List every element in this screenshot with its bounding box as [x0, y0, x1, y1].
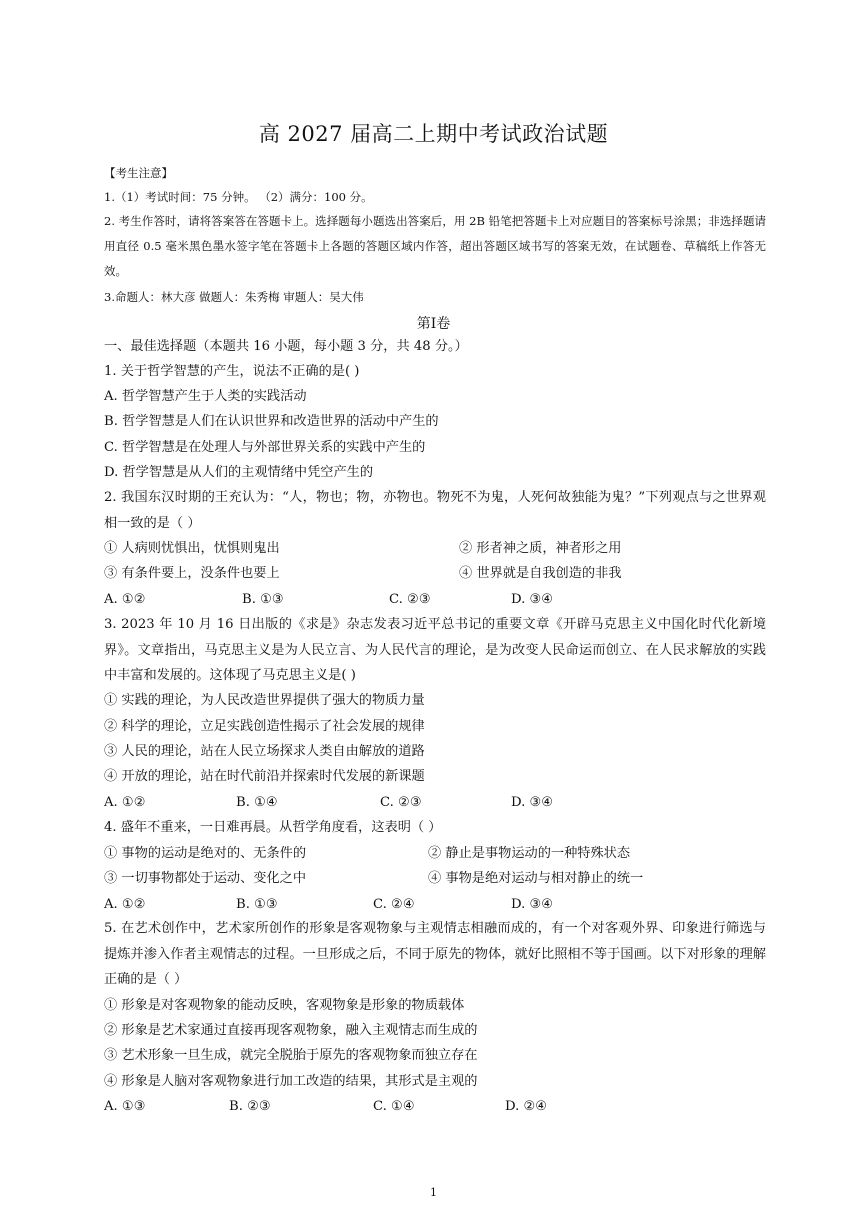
q2-choice-b: B. ①③ — [242, 592, 284, 607]
q1-option-a: A. 哲学智慧产生于人类的实践活动 — [104, 389, 307, 404]
q5-item-1: ① 形象是对客观物象的能动反映，客观物象是形象的物质载体 — [104, 998, 465, 1013]
q4-item-2: ② 静止是事物运动的一种特殊状态 — [428, 846, 631, 861]
section-title: 第Ⅰ卷 — [416, 316, 451, 332]
q3-item-4: ④ 开放的理论，站在时代前沿并探索时代发展的新课题 — [104, 769, 425, 784]
q4-choice-b: B. ①③ — [236, 897, 278, 912]
q2-choice-d: D. ③④ — [511, 592, 554, 607]
notice-line-2: 2. 考生作答时，请将答案答在答题卡上。选择题每小题选出答案后，用 2B 铅笔把答题卡上对应题目的答案标号涂黑；非选择题请用直径 0.5 毫米黑色墨水签字笔在答题卡上各题的答题区域内作答，超出答题区域书写的答案无效，在试题卷、草稿纸上作答无效。 — [104, 214, 766, 278]
q4-item-3: ③ 一切事物都处于运动、变化之中 — [104, 871, 307, 886]
q2-item-2: ② 形者神之质，神者形之用 — [459, 541, 622, 556]
exam-title: 高 2027 届高二上期中考试政治试题 — [258, 122, 609, 146]
q3-item-1: ① 实践的理论，为人民改造世界提供了强大的物质力量 — [104, 693, 425, 708]
q4-choice-d: D. ③④ — [511, 897, 554, 912]
q4-choice-a: A. ①② — [104, 897, 146, 912]
page-number: 1 — [430, 1186, 437, 1199]
q5-choice-d: D. ②④ — [505, 1099, 548, 1114]
q3-stem: 3. 2023 年 10 月 16 日出版的《求是》杂志发表习近平总书记的重要文章《开辟马克思主义中国化时代化新境界》。文章指出，马克思主义是为人民立言、为人民代言的理论，是为改变人民命运而创立、在人民求解放的实践中丰富和发展的。这体现了马克思主义是( ) — [104, 617, 766, 683]
part-heading: 一、最佳选择题（本题共 16 小题，每小题 3 分，共 48 分。） — [104, 339, 468, 354]
q5-item-2: ② 形象是艺术家通过直接再现客观物象，融入主观情志而生成的 — [104, 1023, 478, 1038]
q3-item-3: ③ 人民的理论，站在人民立场探求人类自由解放的道路 — [104, 744, 425, 759]
q1-option-c: C. 哲学智慧是在处理人与外部世界关系的实践中产生的 — [104, 440, 426, 455]
q3-choice-c: C. ②③ — [380, 795, 422, 810]
q1-option-d: D. 哲学智慧是从人们的主观情绪中凭空产生的 — [104, 465, 374, 480]
q2-choice-a: A. ①② — [104, 592, 146, 607]
notice-heading: 【考生注意】 — [104, 166, 173, 180]
q3-choice-b: B. ①④ — [236, 795, 278, 810]
q3-item-2: ② 科学的理论，立足实践创造性揭示了社会发展的规律 — [104, 719, 425, 734]
q5-choice-b: B. ②③ — [229, 1099, 271, 1114]
q3-choice-a: A. ①② — [104, 795, 146, 810]
q5-stem: 5. 在艺术创作中，艺术家所创作的形象是客观物象与主观情志相融而成的，有一个对客观外界、印象进行筛选与提炼并渗入作者主观情志的过程。一旦形成之后，不同于原先的物体，就好比照相不等于国画。以下对形象的理解正确的是（ ） — [104, 921, 766, 987]
notice-line-3: 3.命题人：林大彦 做题人：朱秀梅 审题人：吴大伟 — [104, 290, 364, 304]
notice-line-1: 1.（1）考试时间：75 分钟。 （2）满分：100 分。 — [104, 190, 373, 204]
q2-item-1: ① 人病则忧惧出，忧惧则鬼出 — [104, 541, 280, 556]
q4-stem: 4. 盛年不重来，一日难再晨。从哲学角度看，这表明（ ） — [104, 820, 442, 835]
q5-item-4: ④ 形象是人脑对客观物象进行加工改造的结果，其形式是主观的 — [104, 1074, 478, 1089]
q5-choice-c: C. ①④ — [373, 1099, 415, 1114]
q4-item-4: ④ 事物是绝对运动与相对静止的统一 — [428, 871, 644, 886]
q1-stem: 1. 关于哲学智慧的产生，说法不正确的是( ) — [104, 364, 360, 379]
q5-choice-a: A. ①③ — [104, 1099, 146, 1114]
q4-item-1: ① 事物的运动是绝对的、无条件的 — [104, 846, 307, 861]
q2-stem: 2. 我国东汉时期的王充认为：“人，物也；物，亦物也。物死不为鬼，人死何故独能为鬼？”下列观点与之世界观相一致的是（ ） — [104, 490, 766, 531]
q1-option-b: B. 哲学智慧是人们在认识世界和改造世界的活动中产生的 — [104, 414, 439, 429]
q2-item-4: ④ 世界就是自我创造的非我 — [459, 566, 622, 581]
q5-item-3: ③ 艺术形象一旦生成，就完全脱胎于原先的客观物象而独立存在 — [104, 1048, 478, 1063]
q2-choice-c: C. ②③ — [389, 592, 431, 607]
q3-choice-d: D. ③④ — [511, 795, 554, 810]
q4-choice-c: C. ②④ — [373, 897, 415, 912]
q2-item-3: ③ 有条件要上，没条件也要上 — [104, 566, 280, 581]
